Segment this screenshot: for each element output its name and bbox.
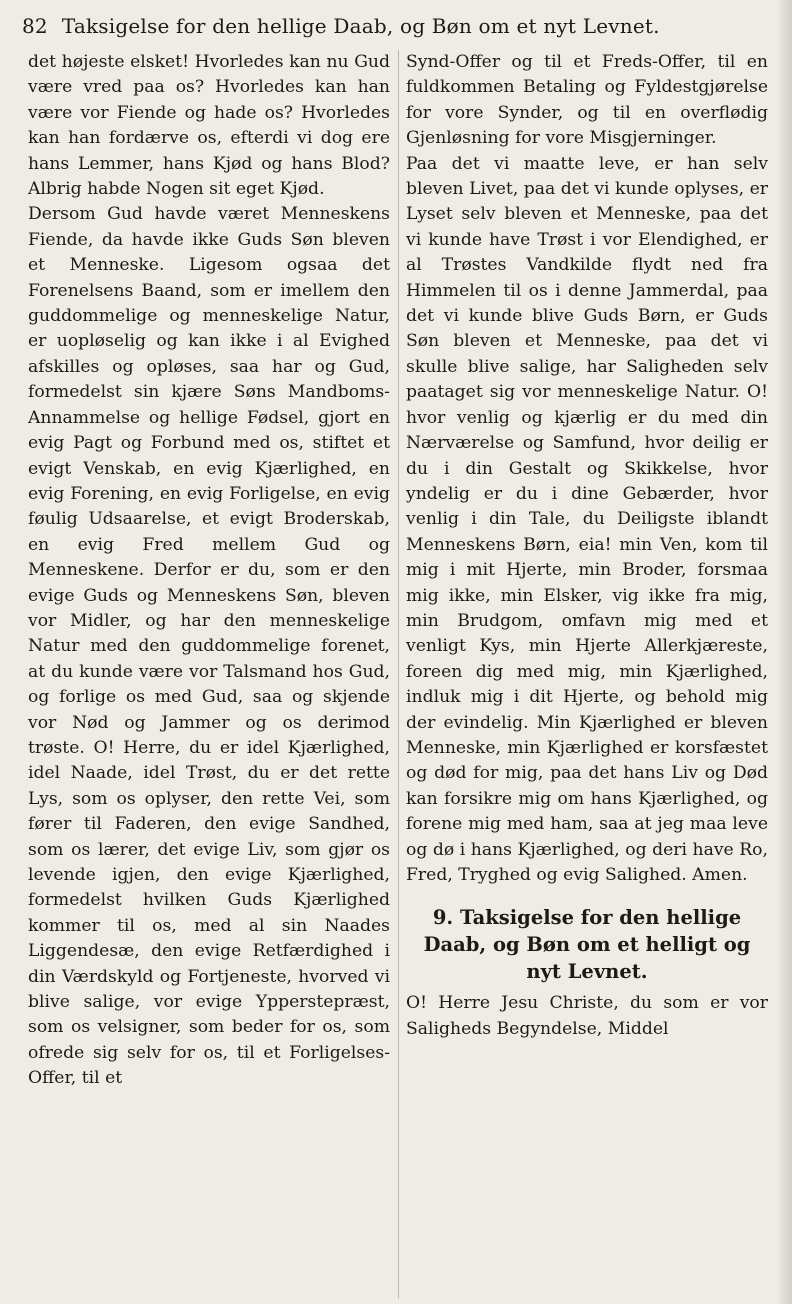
section-start-paragraph: O! Herre Jesu Christe, du som er vor Saligheds Begyndelse, Middel: [406, 993, 768, 1039]
page-edge-shadow: [776, 0, 792, 1304]
running-title: Taksigelse for den hellige Daab, og Bøn om et nyt Levnet.: [61, 14, 660, 38]
right-column: [406, 50, 768, 1298]
right-paragraph-2: Paa det vi maatte leve, er han selv bleven Livet, paa det vi kunde oplyses, er Lyset selv bleven et Menneske, paa det vi kunde have Trøst i vor Elendighed, er al Trøstes Vandkilde flydt ned fra Himmelen til os i denne Jammerdal, paa det vi kunde blive Guds Børn, er Guds Søn bleven et Menneske, paa det vi skulle blive salige, har Saligheden selv paataget sig vor menneskelige Natur. O! hvor venlig og kjærlig er du med din Nærværelse og Samfund, hvor deilig er du i din Gestalt og Skikkelse, hvor yndelig er du i dine Gebærder, hvor venlig i din Tale, du Deiligste iblandt Menneskens Børn, eia! min Ven, kom til mig i mit Hjerte, min Broder, forsmaa mig ikke, min Elsker, vig ikke fra mig, min Brudgom, omfavn mig med et venligt Kys, min Hjerte Allerkjæreste, foreen dig med mig, min Kjærlighed, indluk mig i dit Hjerte, og behold mig der evindelig. Min Kjærlighed er bleven Menneske, min Kjærlighed er korsfæstet og død for mig, paa det hans Liv og Død kan forsikre mig om hans Kjærlighed, og forene mig med ham, saa at jeg maa leve og dø i hans Kjærlighed, og deri have Ro, Fred, Tryghed og evig Salighed. Amen.: [406, 153, 768, 885]
page-number: 82: [22, 14, 48, 38]
left-paragraph-1: det højeste elsket! Hvorledes kan nu Gud være vred paa os? Hvorledes kan han være vor Fiende og hade os? Hvorledes kan han fordærve os, efterdi vi dog ere hans Lemmer, hans Kjød og hans Blod? Albrig habde Nogen sit eget Kjød.: [28, 52, 390, 200]
page-header: [22, 14, 770, 44]
section-heading: 9. Taksigelse for den hellige Daab, og Bøn om et helligt og nyt Levnet.: [423, 906, 751, 984]
text-columns: [28, 50, 768, 1298]
left-paragraph-2: Dersom Gud havde været Menneskens Fiende, da havde ikke Guds Søn bleven et Menneske. Ligesom ogsaa det Forenelsens Baand, som er imellem den guddommelige og menneskelige Natur, er uopløselig og kan ikke i al Evighed afskilles og opløses, saa har og Gud, formedelst sin kjære Søns Mandboms-Annammelse og hellige Fødsel, gjort en evig Pagt og Forbund med os, stiftet et evigt Venskab, en evig Kjærlighed, en evig Forening, en evig Forligelse, en evig føulig Udsaarelse, et evigt Broderskab, en evig Fred mellem Gud og Menneskene. Derfor er du, som er den evige Guds og Menneskens Søn, bleven vor Midler, og har den menneskelige Natur med den guddommelige forenet, at du kunde være vor Talsmand hos Gud, og forlige os med Gud, saa og skjende vor Nød og Jammer og os derimod trøste. O! Herre, du er idel Kjærlighed, idel Naade, idel Trøst, du er det rette Lys, som os oplyser, den rette Vei, som fører til Faderen, den evige Sandhed, som os lærer, det evige Liv, som gjør os levende igjen, den evige Kjærlighed, formedelst hvilken Guds Kjærlighed kommer til os, med al sin Naades Liggendesæ, den evige Retfærdighed i din Værdskyld og Fortjeneste, hvorved vi blive salige, vor evige Ypperstepræst, som os velsigner, som beder for os, som ofrede sig selv for os, til et Forligelses-Offer, til et: [28, 204, 390, 1089]
right-paragraph-1: Synd-Offer og til et Freds-Offer, til en fuldkommen Betaling og Fyldestgjørelse for vore Synder, og til en overflødig Gjenløsning for vore Misgjerninger.: [406, 52, 768, 149]
left-column: [28, 50, 390, 1298]
column-divider: [398, 50, 399, 1298]
